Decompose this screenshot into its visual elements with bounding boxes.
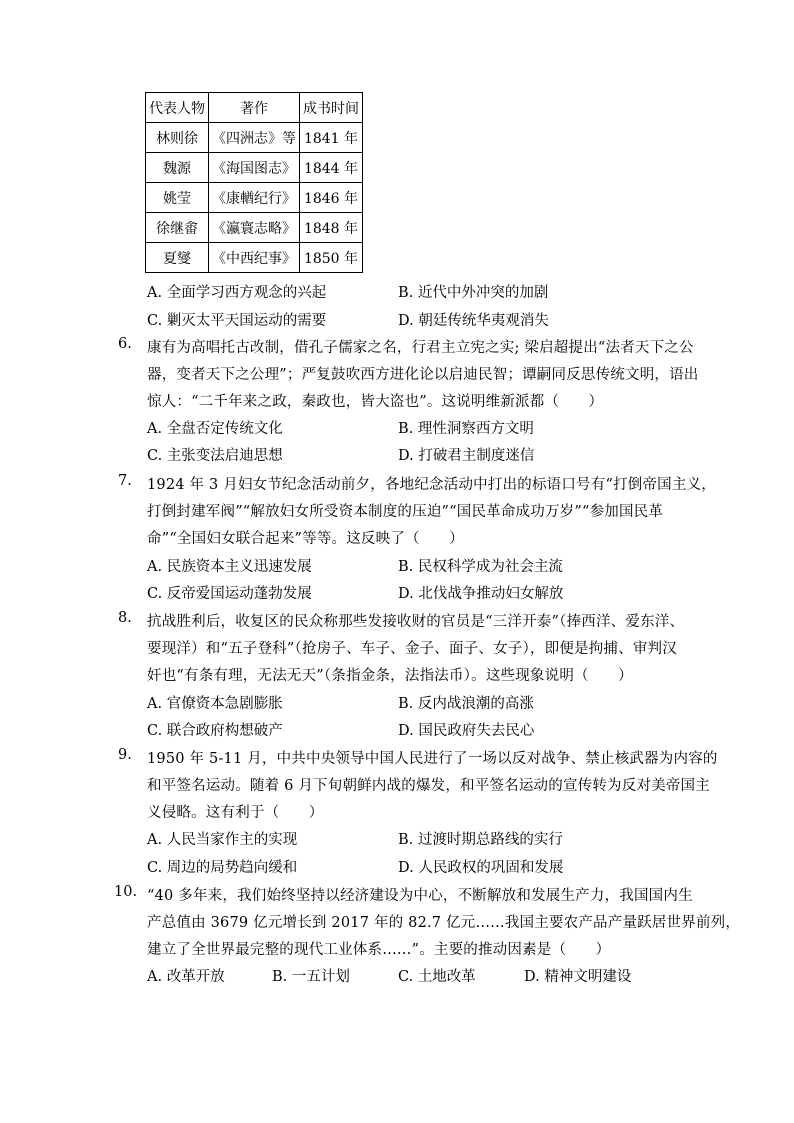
- q8-option-b: B. 反内战浪潮的高涨: [398, 696, 534, 712]
- table-cell: 1841 年: [300, 123, 363, 153]
- q5-option-a: A. 全面学习西方观念的兴起: [147, 285, 327, 301]
- question-number: 10.: [114, 884, 138, 900]
- q7-option-c: C. 反帝爱国运动蓬勃发展: [147, 586, 312, 602]
- table-row: [146, 213, 363, 243]
- q6-option-c: C. 主张变法启迪思想: [147, 448, 283, 464]
- q7-option-d: D. 北伐战争推动妇女解放: [398, 586, 564, 602]
- q6-text-line: 器，变者天下之公理”；严复鼓吹西方进化论以启迪民智；谭嗣同反思传统文明，语出: [147, 367, 699, 383]
- table-cell: 《康輶纪行》: [209, 183, 300, 213]
- question-number: 6.: [118, 336, 132, 352]
- question-number: 7.: [118, 473, 132, 489]
- table-cell: 姚莹: [146, 183, 209, 213]
- table-header-cell: 著作: [209, 93, 300, 123]
- q9-option-a: A. 人民当家作主的实现: [147, 832, 298, 848]
- table-cell: 《海国图志》: [209, 153, 300, 183]
- q10-text-line: 建立了全世界最完整的现代工业体系……”。主要的推动因素是（ ）: [147, 942, 611, 958]
- table-cell: 1850 年: [300, 243, 363, 273]
- q8-text-line: 奸也“有条有理，无法无天”（条指金条，法指法币）。这些现象说明（ ）: [147, 668, 633, 684]
- q7-text-line: 打倒封建军阀”“解放妇女所受资本制度的压迫”“国民革命成功万岁”“参加国民革: [147, 504, 664, 520]
- table-cell: 1848 年: [300, 213, 363, 243]
- q9-option-d: D. 人民政权的巩固和发展: [398, 860, 564, 876]
- q5-option-d: D. 朝廷传统华夷观消失: [398, 313, 549, 329]
- table-row: [146, 123, 363, 153]
- q5-option-b: B. 近代中外冲突的加剧: [398, 285, 549, 301]
- q10-option-d: D. 精神文明建设: [524, 969, 632, 985]
- q8-text-line: 抗战胜利后，收复区的民众称那些发接收财的官员是“三洋开泰”（捧西洋、爱东洋、: [147, 614, 685, 630]
- table-header-row: [146, 93, 363, 123]
- q7-option-a: A. 民族资本主义迅速发展: [147, 559, 312, 575]
- table-header-cell: 代表人物: [146, 93, 209, 123]
- q10-option-b: B. 一五计划: [272, 969, 350, 985]
- q8-text-line: 要现洋）和“五子登科”（抢房子、车子、金子、面子、女子），即便是拘捕、审判汉: [147, 641, 677, 657]
- q10-text-line: “40 多年来，我们始终坚持以经济建设为中心，不断解放和发展生产力，我国国内生: [147, 888, 693, 904]
- q9-text-line: 义侵略。这有利于（ ）: [147, 805, 324, 821]
- q6-option-a: A. 全盘否定传统文化: [147, 421, 283, 437]
- table-row: [146, 183, 363, 213]
- table-cell: 夏燮: [146, 243, 209, 273]
- table-cell: 徐继畬: [146, 213, 209, 243]
- table-row: [146, 243, 363, 273]
- table-cell: 魏源: [146, 153, 209, 183]
- q9-option-c: C. 周边的局势趋向缓和: [147, 860, 298, 876]
- q10-option-c: C. 土地改革: [398, 969, 476, 985]
- q6-option-d: D. 打破君主制度迷信: [398, 448, 535, 464]
- q5-option-c: C. 剿灭太平天国运动的需要: [147, 313, 327, 329]
- table-cell: 《瀛寰志略》: [209, 213, 300, 243]
- q9-text-line: 1950 年 5-11 月，中共中央领导中国人民进行了一场以反对战争、禁止核武器为内容的: [147, 751, 718, 767]
- q6-option-b: B. 理性洞察西方文明: [398, 421, 534, 437]
- table-row: [146, 153, 363, 183]
- q7-option-b: B. 民权科学成为社会主流: [398, 559, 563, 575]
- table-cell: 《中西纪事》: [209, 243, 300, 273]
- q10-text-line: 产总值由 3679 亿元增长到 2017 年的 82.7 亿元……我国主要农产品产量跃居世界前列，: [147, 915, 741, 931]
- table-cell: 《四洲志》等: [209, 123, 300, 153]
- q6-text-line: 惊人：“二千年来之政，秦政也，皆大盗也”。这说明维新派都（ ）: [147, 394, 604, 410]
- q7-text-line: 1924 年 3 月妇女节纪念活动前夕，各地纪念活动中打出的标语口号有“打倒帝国主义，: [147, 477, 716, 493]
- table-cell: 1846 年: [300, 183, 363, 213]
- q8-option-a: A. 官僚资本急剧膨胀: [147, 696, 283, 712]
- table-header-cell: 成书时间: [300, 93, 363, 123]
- table-cell: 林则徐: [146, 123, 209, 153]
- question-number: 9.: [118, 747, 132, 763]
- q9-option-b: B. 过渡时期总路线的实行: [398, 832, 563, 848]
- table-cell: 1844 年: [300, 153, 363, 183]
- q8-option-c: C. 联合政府构想破产: [147, 723, 283, 739]
- q9-text-line: 和平签名运动。随着 6 月下旬朝鲜内战的爆发，和平签名运动的宣传转为反对美帝国主: [147, 778, 710, 794]
- q10-option-a: A. 改革开放: [147, 969, 225, 985]
- question-number: 8.: [118, 610, 132, 626]
- authors-works-table: [145, 92, 363, 273]
- q6-text-line: 康有为高唱托古改制，借孔子儒家之名，行君主立宪之实; 梁启超提出“法者天下之公: [147, 340, 694, 356]
- q8-option-d: D. 国民政府失去民心: [398, 723, 535, 739]
- q7-text-line: 命”“全国妇女联合起来”等等。这反映了（ ）: [147, 531, 464, 547]
